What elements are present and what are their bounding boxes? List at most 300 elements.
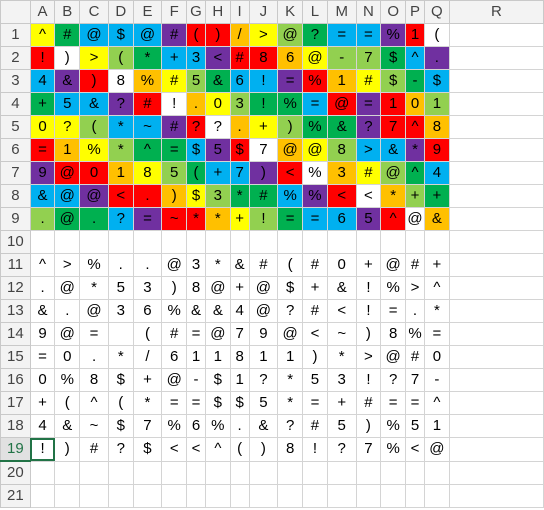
- cell-k20[interactable]: [278, 461, 303, 485]
- cell-f4[interactable]: !: [162, 93, 187, 116]
- cell-b1[interactable]: #: [55, 24, 80, 47]
- cell-l16[interactable]: 5: [303, 369, 328, 392]
- cell-j5[interactable]: +: [249, 116, 278, 139]
- cell-l21[interactable]: [303, 485, 328, 508]
- cell-p14[interactable]: %: [406, 323, 425, 346]
- cell-d17[interactable]: (: [108, 392, 133, 415]
- cell-n18[interactable]: ): [356, 415, 381, 438]
- cell-i1[interactable]: /: [230, 24, 249, 47]
- cell-f13[interactable]: %: [162, 300, 187, 323]
- cell-b21[interactable]: [55, 485, 80, 508]
- cell-a17[interactable]: +: [30, 392, 55, 415]
- cell-j9[interactable]: !: [249, 208, 278, 231]
- cell-h10[interactable]: [205, 231, 230, 254]
- cell-o10[interactable]: [381, 231, 406, 254]
- cell-g20[interactable]: [187, 461, 206, 485]
- cell-c12[interactable]: *: [80, 277, 109, 300]
- cell-c8[interactable]: @: [80, 185, 109, 208]
- cell-e17[interactable]: *: [133, 392, 162, 415]
- cell-c5[interactable]: (: [80, 116, 109, 139]
- cell-f21[interactable]: [162, 485, 187, 508]
- cell-j18[interactable]: &: [249, 415, 278, 438]
- cell-p15[interactable]: #: [406, 346, 425, 369]
- cell-q16[interactable]: -: [424, 369, 449, 392]
- cell-f16[interactable]: @: [162, 369, 187, 392]
- cell-f9[interactable]: ~: [162, 208, 187, 231]
- cell-h8[interactable]: 3: [205, 185, 230, 208]
- column-header-i[interactable]: I: [230, 1, 249, 24]
- cell-b17[interactable]: (: [55, 392, 80, 415]
- cell-i2[interactable]: #: [230, 47, 249, 70]
- cell-k15[interactable]: 1: [278, 346, 303, 369]
- cell-d2[interactable]: (: [108, 47, 133, 70]
- cell-e4[interactable]: #: [133, 93, 162, 116]
- cell-b15[interactable]: 0: [55, 346, 80, 369]
- cell-l2[interactable]: @: [303, 47, 328, 70]
- cell-i3[interactable]: 6: [230, 70, 249, 93]
- cell-b4[interactable]: 5: [55, 93, 80, 116]
- cell-i9[interactable]: +: [230, 208, 249, 231]
- cell-r19[interactable]: [449, 438, 543, 462]
- cell-l19[interactable]: !: [303, 438, 328, 462]
- cell-j1[interactable]: >: [249, 24, 278, 47]
- cell-a8[interactable]: &: [30, 185, 55, 208]
- cell-d20[interactable]: [108, 461, 133, 485]
- row-header-11[interactable]: 11: [1, 254, 31, 277]
- column-header-q[interactable]: Q: [424, 1, 449, 24]
- cell-b3[interactable]: &: [55, 70, 80, 93]
- cell-m13[interactable]: <: [327, 300, 356, 323]
- cell-n12[interactable]: !: [356, 277, 381, 300]
- cell-c15[interactable]: .: [80, 346, 109, 369]
- cell-f17[interactable]: =: [162, 392, 187, 415]
- cell-g15[interactable]: 1: [187, 346, 206, 369]
- cell-m4[interactable]: @: [327, 93, 356, 116]
- cell-g13[interactable]: &: [187, 300, 206, 323]
- cell-g21[interactable]: [187, 485, 206, 508]
- row-header-21[interactable]: 21: [1, 485, 31, 508]
- cell-h19[interactable]: ^: [205, 438, 230, 462]
- column-header-k[interactable]: K: [278, 1, 303, 24]
- cell-p20[interactable]: [406, 461, 425, 485]
- cell-i11[interactable]: &: [230, 254, 249, 277]
- cell-j11[interactable]: #: [249, 254, 278, 277]
- cell-r10[interactable]: [449, 231, 543, 254]
- cell-a19[interactable]: !: [30, 438, 55, 462]
- cell-m9[interactable]: 6: [327, 208, 356, 231]
- cell-o1[interactable]: %: [381, 24, 406, 47]
- cell-b7[interactable]: @: [55, 162, 80, 185]
- cell-q2[interactable]: .: [424, 47, 449, 70]
- cell-h6[interactable]: 5: [205, 139, 230, 162]
- cell-f3[interactable]: #: [162, 70, 187, 93]
- cell-k16[interactable]: *: [278, 369, 303, 392]
- row-header-16[interactable]: 16: [1, 369, 31, 392]
- cell-c1[interactable]: @: [80, 24, 109, 47]
- cell-m16[interactable]: 3: [327, 369, 356, 392]
- cell-c18[interactable]: ~: [80, 415, 109, 438]
- cell-j21[interactable]: [249, 485, 278, 508]
- cell-g4[interactable]: .: [187, 93, 206, 116]
- cell-k10[interactable]: [278, 231, 303, 254]
- cell-l6[interactable]: @: [303, 139, 328, 162]
- cell-m6[interactable]: 8: [327, 139, 356, 162]
- cell-c16[interactable]: 8: [80, 369, 109, 392]
- row-header-6[interactable]: 6: [1, 139, 31, 162]
- cell-a3[interactable]: 4: [30, 70, 55, 93]
- cell-o14[interactable]: 8: [381, 323, 406, 346]
- cell-p13[interactable]: .: [406, 300, 425, 323]
- cell-f12[interactable]: ): [162, 277, 187, 300]
- cell-n14[interactable]: ): [356, 323, 381, 346]
- cell-p19[interactable]: <: [406, 438, 425, 462]
- cell-m3[interactable]: 1: [327, 70, 356, 93]
- cell-e14[interactable]: (: [133, 323, 162, 346]
- cell-r12[interactable]: [449, 277, 543, 300]
- cell-r20[interactable]: [449, 461, 543, 485]
- cell-q19[interactable]: @: [424, 438, 449, 462]
- cell-b20[interactable]: [55, 461, 80, 485]
- cell-p6[interactable]: *: [406, 139, 425, 162]
- cell-b9[interactable]: @: [55, 208, 80, 231]
- cell-k3[interactable]: =: [278, 70, 303, 93]
- cell-k6[interactable]: @: [278, 139, 303, 162]
- cell-e19[interactable]: $: [133, 438, 162, 462]
- cell-m14[interactable]: ~: [327, 323, 356, 346]
- cell-r3[interactable]: [449, 70, 543, 93]
- cell-l7[interactable]: %: [303, 162, 328, 185]
- cell-c10[interactable]: [80, 231, 109, 254]
- cell-i15[interactable]: 8: [230, 346, 249, 369]
- cell-q1[interactable]: (: [424, 24, 449, 47]
- row-header-20[interactable]: 20: [1, 461, 31, 485]
- cell-q5[interactable]: 8: [424, 116, 449, 139]
- cell-j7[interactable]: ): [249, 162, 278, 185]
- cell-q10[interactable]: [424, 231, 449, 254]
- cell-e15[interactable]: /: [133, 346, 162, 369]
- cell-n1[interactable]: =: [356, 24, 381, 47]
- cell-q3[interactable]: $: [424, 70, 449, 93]
- cell-p18[interactable]: 5: [406, 415, 425, 438]
- cell-d4[interactable]: ?: [108, 93, 133, 116]
- cell-q17[interactable]: ^: [424, 392, 449, 415]
- cell-n10[interactable]: [356, 231, 381, 254]
- cell-p5[interactable]: ^: [406, 116, 425, 139]
- cell-e3[interactable]: %: [133, 70, 162, 93]
- cell-i21[interactable]: [230, 485, 249, 508]
- cell-i18[interactable]: .: [230, 415, 249, 438]
- cell-c2[interactable]: >: [80, 47, 109, 70]
- cell-b18[interactable]: &: [55, 415, 80, 438]
- cell-n11[interactable]: +: [356, 254, 381, 277]
- cell-q11[interactable]: +: [424, 254, 449, 277]
- cell-c17[interactable]: ^: [80, 392, 109, 415]
- cell-j13[interactable]: @: [249, 300, 278, 323]
- cell-d14[interactable]: [108, 323, 133, 346]
- cell-n2[interactable]: 7: [356, 47, 381, 70]
- cell-h12[interactable]: @: [205, 277, 230, 300]
- cell-e10[interactable]: [133, 231, 162, 254]
- cell-k14[interactable]: @: [278, 323, 303, 346]
- cell-g7[interactable]: (: [187, 162, 206, 185]
- cell-g19[interactable]: <: [187, 438, 206, 462]
- cell-e8[interactable]: .: [133, 185, 162, 208]
- cell-j3[interactable]: !: [249, 70, 278, 93]
- cell-e21[interactable]: [133, 485, 162, 508]
- cell-o2[interactable]: $: [381, 47, 406, 70]
- cell-r7[interactable]: [449, 162, 543, 185]
- cell-a5[interactable]: 0: [30, 116, 55, 139]
- cell-c11[interactable]: %: [80, 254, 109, 277]
- select-all-corner[interactable]: [1, 1, 31, 24]
- cell-n9[interactable]: 5: [356, 208, 381, 231]
- cell-l15[interactable]: ): [303, 346, 328, 369]
- cell-h20[interactable]: [205, 461, 230, 485]
- cell-e6[interactable]: ^: [133, 139, 162, 162]
- cell-q6[interactable]: 9: [424, 139, 449, 162]
- cell-h3[interactable]: &: [205, 70, 230, 93]
- cell-k19[interactable]: 8: [278, 438, 303, 462]
- cell-h17[interactable]: $: [205, 392, 230, 415]
- cell-k12[interactable]: $: [278, 277, 303, 300]
- cell-r13[interactable]: [449, 300, 543, 323]
- cell-m11[interactable]: 0: [327, 254, 356, 277]
- cell-c14[interactable]: =: [80, 323, 109, 346]
- cell-c6[interactable]: %: [80, 139, 109, 162]
- cell-i20[interactable]: [230, 461, 249, 485]
- cell-i17[interactable]: $: [230, 392, 249, 415]
- cell-a14[interactable]: 9: [30, 323, 55, 346]
- row-header-10[interactable]: 10: [1, 231, 31, 254]
- cell-l14[interactable]: <: [303, 323, 328, 346]
- column-header-l[interactable]: L: [303, 1, 328, 24]
- cell-h16[interactable]: $: [205, 369, 230, 392]
- cell-p4[interactable]: 0: [406, 93, 425, 116]
- cell-o5[interactable]: 7: [381, 116, 406, 139]
- cell-j15[interactable]: 1: [249, 346, 278, 369]
- cell-l5[interactable]: %: [303, 116, 328, 139]
- cell-a20[interactable]: [30, 461, 55, 485]
- cell-d6[interactable]: *: [108, 139, 133, 162]
- cell-l10[interactable]: [303, 231, 328, 254]
- column-header-a[interactable]: A: [30, 1, 55, 24]
- cell-l13[interactable]: #: [303, 300, 328, 323]
- row-header-1[interactable]: 1: [1, 24, 31, 47]
- cell-j14[interactable]: 9: [249, 323, 278, 346]
- cell-b16[interactable]: %: [55, 369, 80, 392]
- column-header-g[interactable]: G: [187, 1, 206, 24]
- cell-h9[interactable]: *: [205, 208, 230, 231]
- cell-o21[interactable]: [381, 485, 406, 508]
- cell-n4[interactable]: =: [356, 93, 381, 116]
- cell-k4[interactable]: %: [278, 93, 303, 116]
- cell-q7[interactable]: 4: [424, 162, 449, 185]
- cell-d11[interactable]: .: [108, 254, 133, 277]
- row-header-4[interactable]: 4: [1, 93, 31, 116]
- cell-f8[interactable]: ): [162, 185, 187, 208]
- cell-e18[interactable]: 7: [133, 415, 162, 438]
- cell-b14[interactable]: @: [55, 323, 80, 346]
- cell-j6[interactable]: 7: [249, 139, 278, 162]
- cell-m15[interactable]: *: [327, 346, 356, 369]
- cell-i8[interactable]: *: [230, 185, 249, 208]
- cell-e20[interactable]: [133, 461, 162, 485]
- cell-q15[interactable]: 0: [424, 346, 449, 369]
- cell-q8[interactable]: +: [424, 185, 449, 208]
- cell-p8[interactable]: +: [406, 185, 425, 208]
- cell-f20[interactable]: [162, 461, 187, 485]
- cell-o3[interactable]: $: [381, 70, 406, 93]
- cell-a9[interactable]: .: [30, 208, 55, 231]
- cell-a16[interactable]: 0: [30, 369, 55, 392]
- row-header-7[interactable]: 7: [1, 162, 31, 185]
- cell-f15[interactable]: 6: [162, 346, 187, 369]
- column-header-r[interactable]: R: [449, 1, 543, 24]
- cell-d15[interactable]: *: [108, 346, 133, 369]
- cell-b12[interactable]: @: [55, 277, 80, 300]
- cell-g11[interactable]: 3: [187, 254, 206, 277]
- cell-o19[interactable]: %: [381, 438, 406, 462]
- cell-a15[interactable]: =: [30, 346, 55, 369]
- cell-o17[interactable]: =: [381, 392, 406, 415]
- cell-f1[interactable]: #: [162, 24, 187, 47]
- cell-b5[interactable]: ?: [55, 116, 80, 139]
- cell-d1[interactable]: $: [108, 24, 133, 47]
- cell-p12[interactable]: >: [406, 277, 425, 300]
- cell-r15[interactable]: [449, 346, 543, 369]
- cell-p3[interactable]: -: [406, 70, 425, 93]
- cell-b10[interactable]: [55, 231, 80, 254]
- cell-c19[interactable]: #: [80, 438, 109, 462]
- cell-b2[interactable]: ): [55, 47, 80, 70]
- cell-r1[interactable]: [449, 24, 543, 47]
- cell-n16[interactable]: !: [356, 369, 381, 392]
- cell-f10[interactable]: [162, 231, 187, 254]
- cell-n5[interactable]: ?: [356, 116, 381, 139]
- cell-n6[interactable]: >: [356, 139, 381, 162]
- cell-g8[interactable]: $: [187, 185, 206, 208]
- cell-d12[interactable]: 5: [108, 277, 133, 300]
- cell-o15[interactable]: @: [381, 346, 406, 369]
- row-header-2[interactable]: 2: [1, 47, 31, 70]
- cell-d18[interactable]: $: [108, 415, 133, 438]
- cell-k9[interactable]: =: [278, 208, 303, 231]
- cell-q9[interactable]: &: [424, 208, 449, 231]
- cell-r8[interactable]: [449, 185, 543, 208]
- cell-b13[interactable]: .: [55, 300, 80, 323]
- cell-o18[interactable]: %: [381, 415, 406, 438]
- cell-k2[interactable]: 6: [278, 47, 303, 70]
- cell-k11[interactable]: (: [278, 254, 303, 277]
- cell-p2[interactable]: ^: [406, 47, 425, 70]
- cell-e16[interactable]: +: [133, 369, 162, 392]
- cell-m18[interactable]: 5: [327, 415, 356, 438]
- row-header-12[interactable]: 12: [1, 277, 31, 300]
- cell-f6[interactable]: =: [162, 139, 187, 162]
- cell-o4[interactable]: 1: [381, 93, 406, 116]
- cell-a11[interactable]: ^: [30, 254, 55, 277]
- cell-i16[interactable]: 1: [230, 369, 249, 392]
- cell-m20[interactable]: [327, 461, 356, 485]
- cell-n7[interactable]: #: [356, 162, 381, 185]
- cell-l12[interactable]: +: [303, 277, 328, 300]
- cell-m1[interactable]: =: [327, 24, 356, 47]
- cell-l9[interactable]: =: [303, 208, 328, 231]
- cell-h5[interactable]: ?: [205, 116, 230, 139]
- cell-g2[interactable]: 3: [187, 47, 206, 70]
- column-header-o[interactable]: O: [381, 1, 406, 24]
- cell-h15[interactable]: 1: [205, 346, 230, 369]
- cell-h18[interactable]: %: [205, 415, 230, 438]
- cell-k7[interactable]: <: [278, 162, 303, 185]
- cell-n20[interactable]: [356, 461, 381, 485]
- cell-m19[interactable]: ?: [327, 438, 356, 462]
- cell-m12[interactable]: &: [327, 277, 356, 300]
- cell-i5[interactable]: .: [230, 116, 249, 139]
- cell-m21[interactable]: [327, 485, 356, 508]
- cell-e1[interactable]: @: [133, 24, 162, 47]
- cell-h21[interactable]: [205, 485, 230, 508]
- cell-k1[interactable]: @: [278, 24, 303, 47]
- cell-p1[interactable]: 1: [406, 24, 425, 47]
- row-header-14[interactable]: 14: [1, 323, 31, 346]
- cell-f2[interactable]: +: [162, 47, 187, 70]
- cell-c9[interactable]: .: [80, 208, 109, 231]
- cell-f7[interactable]: 5: [162, 162, 187, 185]
- row-header-5[interactable]: 5: [1, 116, 31, 139]
- cell-k13[interactable]: ?: [278, 300, 303, 323]
- column-header-h[interactable]: H: [205, 1, 230, 24]
- cell-b6[interactable]: 1: [55, 139, 80, 162]
- cell-m7[interactable]: 3: [327, 162, 356, 185]
- cell-k21[interactable]: [278, 485, 303, 508]
- cell-r9[interactable]: [449, 208, 543, 231]
- cell-d7[interactable]: 1: [108, 162, 133, 185]
- cell-d10[interactable]: [108, 231, 133, 254]
- cell-p7[interactable]: ^: [406, 162, 425, 185]
- cell-d5[interactable]: *: [108, 116, 133, 139]
- cell-f11[interactable]: @: [162, 254, 187, 277]
- cell-q18[interactable]: 1: [424, 415, 449, 438]
- cell-p11[interactable]: #: [406, 254, 425, 277]
- cell-c13[interactable]: @: [80, 300, 109, 323]
- cell-m8[interactable]: <: [327, 185, 356, 208]
- column-header-j[interactable]: J: [249, 1, 278, 24]
- cell-o13[interactable]: =: [381, 300, 406, 323]
- column-header-n[interactable]: N: [356, 1, 381, 24]
- column-header-f[interactable]: F: [162, 1, 187, 24]
- cell-d19[interactable]: ?: [108, 438, 133, 462]
- cell-p10[interactable]: [406, 231, 425, 254]
- row-header-13[interactable]: 13: [1, 300, 31, 323]
- column-header-b[interactable]: B: [55, 1, 80, 24]
- cell-b19[interactable]: ): [55, 438, 80, 462]
- cell-d8[interactable]: <: [108, 185, 133, 208]
- cell-a10[interactable]: [30, 231, 55, 254]
- cell-h1[interactable]: ): [205, 24, 230, 47]
- cell-m2[interactable]: -: [327, 47, 356, 70]
- cell-h14[interactable]: @: [205, 323, 230, 346]
- cell-a2[interactable]: !: [30, 47, 55, 70]
- cell-r4[interactable]: [449, 93, 543, 116]
- cell-j12[interactable]: @: [249, 277, 278, 300]
- cell-k18[interactable]: ?: [278, 415, 303, 438]
- cell-j19[interactable]: ): [249, 438, 278, 462]
- cell-g12[interactable]: 8: [187, 277, 206, 300]
- cell-q20[interactable]: [424, 461, 449, 485]
- cell-o8[interactable]: *: [381, 185, 406, 208]
- cell-m17[interactable]: +: [327, 392, 356, 415]
